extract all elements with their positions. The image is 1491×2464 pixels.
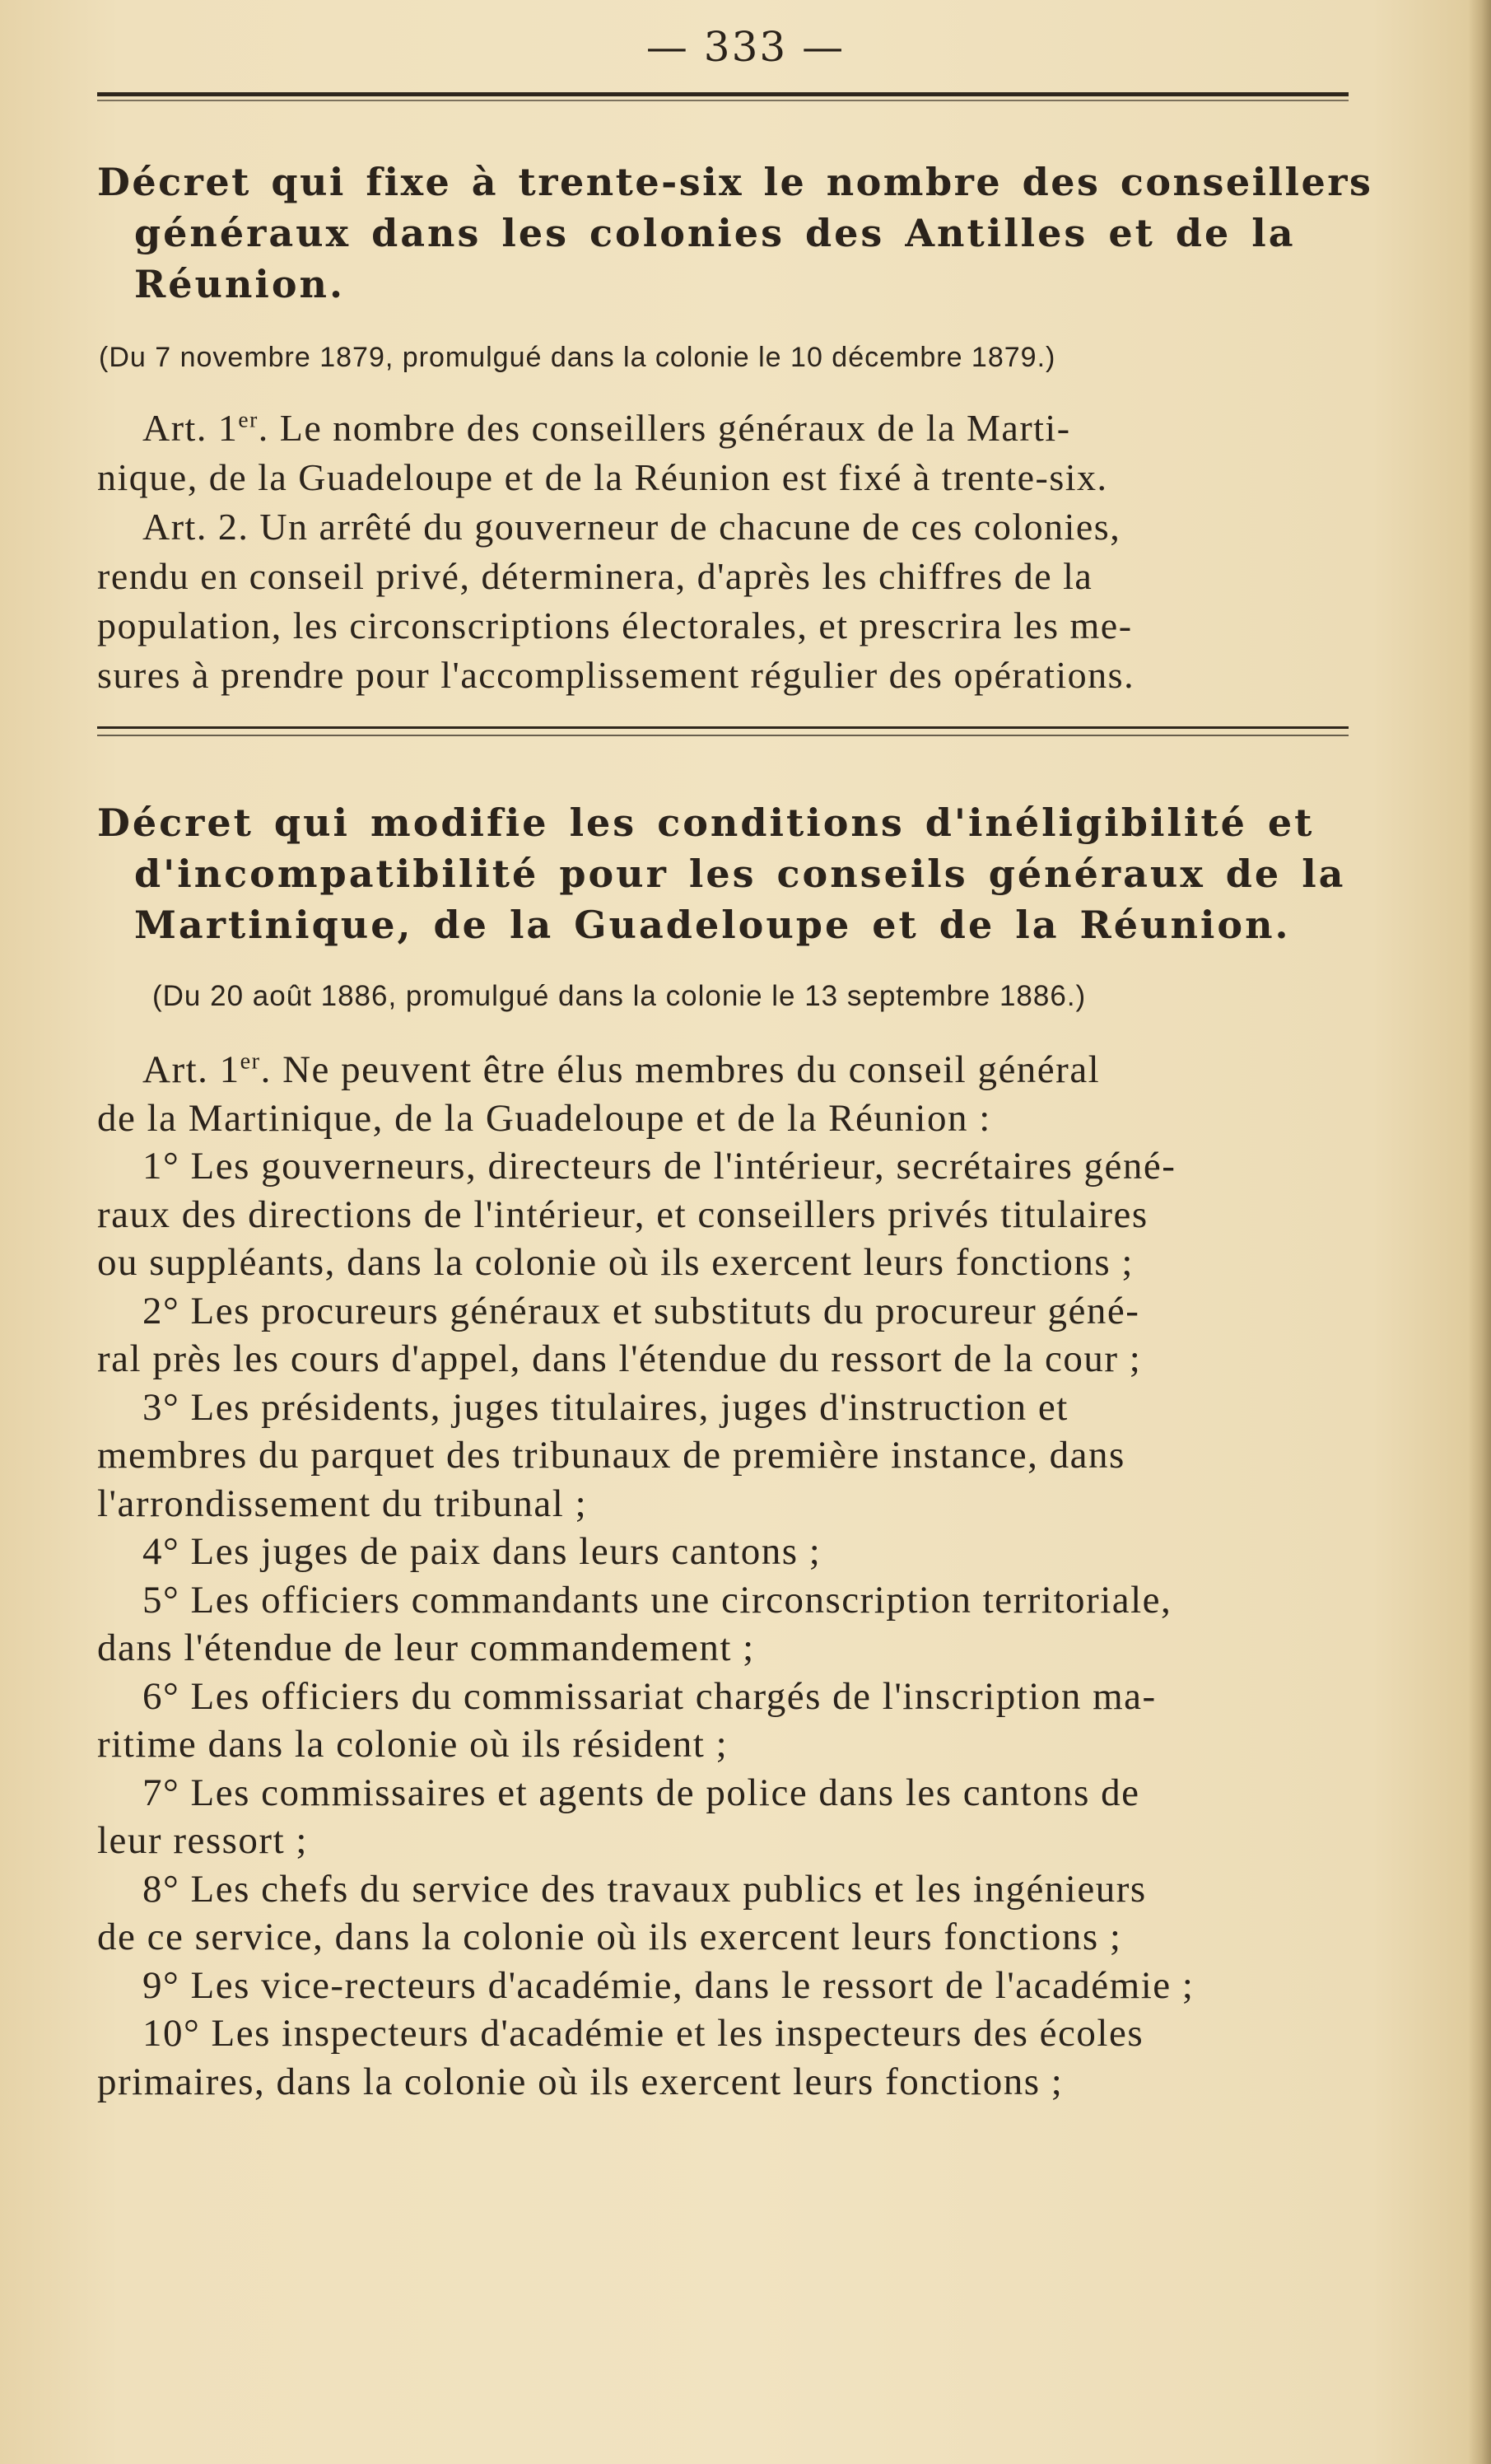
section1-title-line: Réunion.	[134, 262, 345, 306]
body-line: ral près les cours d'appel, dans l'étendue du ressort de la cour ;	[97, 1337, 1142, 1380]
body-line: membres du parquet des tribunaux de première instance, dans	[97, 1434, 1125, 1477]
body-line: l'arrondissement du tribunal ;	[97, 1482, 588, 1525]
body-line	[97, 404, 1382, 453]
body-line: rendu en conseil privé, déterminera, d'après les chiffres de la	[97, 555, 1093, 597]
section2-title-line: Décret qui modifie les conditions d'inéligibilité et	[97, 800, 1315, 845]
ordinal-superscript: er	[240, 1048, 261, 1075]
body-line: 7° Les commissaires et agents de police dans les cantons de	[142, 1771, 1140, 1814]
body-line: 6° Les officiers du commissariat chargés de l'inscription ma-	[142, 1674, 1157, 1718]
body-line: 10° Les inspecteurs d'académie et les inspecteurs des écoles	[142, 2012, 1144, 2055]
top-rule-thin	[97, 100, 1349, 101]
section1-body	[97, 404, 1382, 700]
ordinal-superscript: er	[238, 406, 259, 432]
body-line: 2° Les procureurs généraux et substituts du procureur géné-	[142, 1289, 1140, 1332]
article-text: . Ne peuvent être élus membres du conseil général	[260, 1048, 1101, 1091]
section1-title-line: généraux dans les colonies des Antilles et de la	[134, 211, 1296, 255]
body-line: 8° Les chefs du service des travaux publics et les ingénieurs	[142, 1867, 1147, 1911]
body-line: de ce service, dans la colonie où ils exercent leurs fonctions ;	[97, 1916, 1122, 1958]
body-line: 9° Les vice-recteurs d'académie, dans le ressort de l'académie ;	[142, 1963, 1195, 2007]
body-line: nique, de la Guadeloupe et de la Réunion est fixé à trente-six.	[97, 456, 1108, 498]
body-line: dans l'étendue de leur commandement ;	[97, 1626, 755, 1669]
body-line	[97, 1046, 1382, 1094]
section2-date: (Du 20 août 1886, promulgué dans la colonie le 13 septembre 1886.)	[152, 980, 1087, 1012]
page-edge-shadow	[1468, 0, 1491, 2464]
section1-date: (Du 7 novembre 1879, promulgué dans la colonie le 10 décembre 1879.)	[99, 342, 1056, 373]
section2-title-line: d'incompatibilité pour les conseils généraux de la	[134, 852, 1346, 896]
article-text: . Le nombre des conseillers généraux de la Marti-	[258, 407, 1071, 449]
body-line: de la Martinique, de la Guadeloupe et de la Réunion :	[97, 1096, 991, 1140]
article-label: Art. 1	[142, 407, 239, 449]
body-line: 4° Les juges de paix dans leurs cantons ;	[142, 1530, 822, 1573]
body-line: ou suppléants, dans la colonie où ils exercent leurs fonctions ;	[97, 1241, 1134, 1284]
separator-rule-thin	[97, 735, 1349, 736]
section1-title	[97, 156, 1382, 310]
top-rule	[97, 92, 1349, 96]
section2-title	[97, 797, 1382, 950]
body-line: Art. 2. Un arrêté du gouverneur de chacune de ces colonies,	[142, 506, 1121, 548]
body-line: primaires, dans la colonie où ils exercent leurs fonctions ;	[97, 2060, 1064, 2103]
body-line: 1° Les gouverneurs, directeurs de l'intérieur, secrétaires géné-	[142, 1145, 1176, 1188]
body-line: ritime dans la colonie où ils résident ;	[97, 1723, 729, 1766]
body-line: 5° Les officiers commandants une circonscription territoriale,	[142, 1578, 1172, 1622]
body-line: population, les circonscriptions électorales, et prescrira les me-	[97, 604, 1133, 646]
section2-title-line: Martinique, de la Guadeloupe et de la Réunion.	[134, 903, 1291, 947]
body-line: raux des directions de l'intérieur, et conseillers privés titulaires	[97, 1192, 1149, 1236]
section2-body	[97, 1046, 1382, 2106]
article-label: Art. 1	[142, 1048, 240, 1091]
page-number: — 333 —	[645, 23, 846, 71]
body-line: 3° Les présidents, juges titulaires, juges d'instruction et	[142, 1385, 1069, 1429]
section1-title-line: Décret qui fixe à trente-six le nombre des conseillers	[97, 160, 1373, 204]
body-line: sures à prendre pour l'accomplissement régulier des opérations.	[97, 654, 1135, 696]
body-line: leur ressort ;	[97, 1819, 308, 1862]
separator-rule	[97, 726, 1349, 729]
